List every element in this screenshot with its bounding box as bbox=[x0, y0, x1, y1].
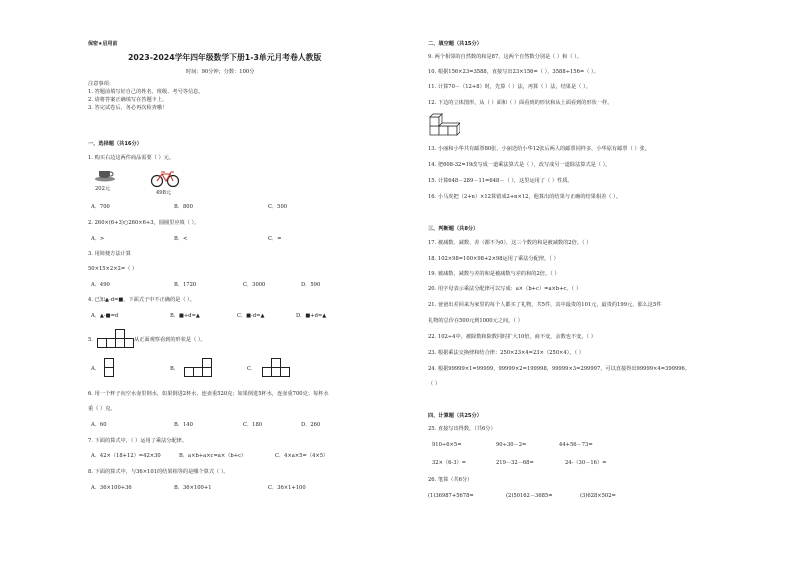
option[interactable]: C．500 bbox=[268, 204, 288, 210]
question-text: 2. 260×(6+3)○260×6+3，圆圈里应填（ ）。 bbox=[88, 220, 200, 226]
option[interactable]: B． bbox=[170, 366, 179, 372]
question-text: 26. 笔算（共6分） bbox=[428, 477, 473, 483]
calc-item: 90÷30－2= bbox=[496, 442, 527, 448]
question-text: 14. 把608-32=19改写成一道乘法算式是（ ），改写成另一道除法算式是（ ）。 bbox=[428, 162, 611, 168]
option[interactable]: C．■-d=▲ bbox=[237, 313, 265, 319]
option[interactable]: B．■+d=▲ bbox=[170, 313, 200, 319]
option[interactable]: A．60 bbox=[91, 422, 107, 428]
question-text: 17. 被减数、减数、差（都不为0），这三个数的和是被减数的2倍。（ ） bbox=[428, 240, 592, 246]
option[interactable]: B．36×100+1 bbox=[174, 485, 212, 491]
notice-item: 1. 答题前填写好自己的姓名、班级、考号等信息。 bbox=[88, 89, 204, 95]
calc-item: 910÷6×5= bbox=[432, 442, 462, 448]
cup-saucer-icon bbox=[94, 168, 116, 182]
option[interactable]: B．1720 bbox=[174, 282, 197, 288]
question-text: 25. 直接写出得数。（共6分） bbox=[428, 426, 496, 432]
option[interactable]: C．36×1+100 bbox=[268, 485, 306, 491]
question-text: 7. 下面的算式中，（ ）运用了乘法分配律。 bbox=[88, 438, 188, 444]
question-text: 11. 计算70－（12+8）时，先算（ ）法，再算（ ）法，结果是（ ）。 bbox=[428, 84, 591, 90]
secret-label: 保密★启用前 bbox=[88, 41, 118, 47]
option[interactable]: C．3000 bbox=[243, 282, 266, 288]
option[interactable]: D．■+d=▲ bbox=[296, 313, 327, 319]
question-text: （ ） bbox=[428, 381, 441, 387]
calc-item: (3)628×502= bbox=[580, 493, 616, 499]
price-label: 202元 bbox=[95, 186, 111, 192]
question-text: 20. 用字母表示乘法分配律可以写成：a×（b+c）=a×b+c。（ ） bbox=[428, 286, 582, 292]
question-text: 21. 爸爸出差回来为家里的每个人都买了礼物，共5件，其中最贵的101元，最贵的199元，那么这5件 bbox=[428, 302, 662, 308]
notice-item: 2. 请将答案正确填写在答题卡上。 bbox=[88, 97, 168, 103]
option[interactable]: B．< bbox=[174, 236, 188, 242]
section-heading: 三、判断题（共8分） bbox=[428, 226, 479, 232]
notice-item: 3. 答完试卷后，务必再次检查哦！ bbox=[88, 105, 168, 111]
option[interactable]: A．▲-■=d bbox=[91, 313, 119, 319]
question-text: 9. 两个相邻的自然数的和是87，这两个自然数分别是（ ）和（ ）。 bbox=[428, 54, 582, 60]
option[interactable]: B．a×b+a×c=a×（b+c） bbox=[179, 453, 247, 459]
option[interactable]: D．260 bbox=[301, 422, 321, 428]
price-label: 498元 bbox=[156, 190, 172, 196]
option[interactable]: A．700 bbox=[91, 204, 110, 210]
section-heading: 四、计算题（共25分） bbox=[428, 413, 482, 419]
question-number: 5. bbox=[88, 337, 93, 343]
question-text: 4. 已知▲-d=■，下面式子中不正确的是（ ）。 bbox=[88, 297, 195, 303]
calc-item: (1)36987+5678= bbox=[428, 493, 474, 499]
question-text: 1. 购买右边这两件商品需要（ ）元。 bbox=[88, 155, 175, 161]
option[interactable]: C．= bbox=[268, 236, 282, 242]
notice-heading: 注意事项： bbox=[88, 81, 114, 87]
page-title: 2023-2024学年四年级数学下册1-3单元月考卷人教版 bbox=[128, 53, 322, 62]
question-expr: 50×15×2×2=（ ） bbox=[88, 266, 138, 272]
page-subtitle: 时间：90分钟；分数：100分 bbox=[186, 69, 255, 75]
question-text: 重（ ）克。 bbox=[88, 406, 116, 412]
option[interactable]: B．800 bbox=[174, 204, 193, 210]
option[interactable]: A． bbox=[91, 366, 100, 372]
section-heading: 一、选择题（共16分） bbox=[88, 141, 142, 147]
calc-item: (2)50162－3685= bbox=[506, 493, 553, 499]
question-text: 19. 被减数、减数与差的和是被减数与差的和的2倍。（ ） bbox=[428, 271, 560, 277]
question-text: 23. 根据乘法交换律和结合律：250×23×4=23×（250×4）。（ ） bbox=[428, 350, 584, 356]
option[interactable]: C． bbox=[247, 366, 257, 372]
option[interactable]: C．4×a×5=（4×5） bbox=[275, 453, 329, 459]
question-text: 18. 102×98=100×98+2×98运用了乘法分配律。（ ） bbox=[428, 256, 559, 262]
question-text: 从正面观察看到的形状是（ ）。 bbox=[134, 337, 206, 343]
calc-item: 219－32－68= bbox=[496, 460, 534, 466]
option[interactable]: B．140 bbox=[174, 422, 193, 428]
question-text: 10. 根据156×23=3588，直接写出23×156=（ ），3588÷156=（ ）。 bbox=[428, 69, 599, 75]
question-text: 15. 计算648－289－11=648－（ ），这里运用了（ ）性质。 bbox=[428, 178, 573, 184]
calc-item: 32×（6-3）= bbox=[432, 460, 467, 466]
question-text: 13. 小丽和小华共有邮票80张，小丽送给小华12张后两人的邮票同样多，小华原有邮票（ ）张。 bbox=[428, 146, 650, 152]
question-text: 16. 小马虎把（2+n）×12算错成2+n×12，他算出的结果与正确的结果相差（ ）。 bbox=[428, 194, 621, 200]
bicycle-icon bbox=[150, 170, 180, 188]
question-text: 8. 下面的算式中，与36×101的结果相等的是哪个算式（ ）。 bbox=[88, 469, 229, 475]
option[interactable]: A．36×100+36 bbox=[91, 485, 132, 491]
option[interactable]: C．180 bbox=[243, 422, 263, 428]
option[interactable]: D．590 bbox=[301, 282, 321, 288]
question-text: 24. 根据99999×1=99999，99999×2=199998，99999×3=299997，可以直接得出99999×4=399996。 bbox=[428, 366, 691, 372]
question-text: 22. 102÷4中，被除数和除数同时扩大10倍，商不变，余数也不变。（ ） bbox=[428, 334, 596, 340]
calc-item: 24-（30－16）= bbox=[565, 460, 607, 466]
option[interactable]: A．490 bbox=[91, 282, 110, 288]
question-text: 礼物的总价在500元到1000元之间。（ ） bbox=[428, 318, 523, 324]
section-heading: 二、填空题（共15分） bbox=[428, 41, 482, 47]
question-text: 12. 下边的立体图形，从（ ）面和（ ）面看到的形状和从上面看到的形状一样。 bbox=[428, 100, 613, 106]
option[interactable]: A．42×（18+12）=42×30 bbox=[91, 453, 161, 459]
calc-item: 44+56－73= bbox=[559, 442, 593, 448]
option[interactable]: A．> bbox=[91, 236, 105, 242]
cube-stack-figure bbox=[428, 110, 460, 138]
question-text: 6. 用一个杯子向空水壶里倒水，如果倒进2杯水，连壶重520克；如果倒进5杯水，连壶重700克；每杯水 bbox=[88, 391, 329, 397]
question-text: 3. 用简便方法计算 bbox=[88, 251, 131, 257]
